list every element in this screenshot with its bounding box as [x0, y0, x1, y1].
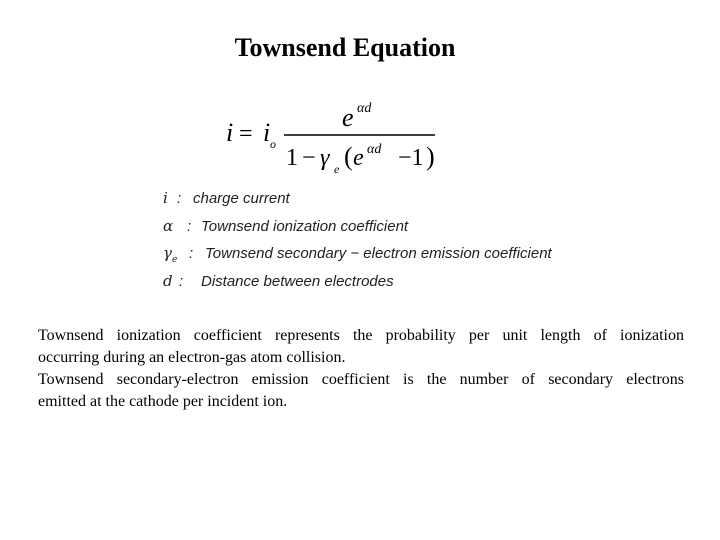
equation-gamma-sub: e [334, 162, 340, 176]
townsend-equation [224, 96, 464, 186]
definition-colon: : [187, 217, 192, 235]
equation-paren-open: ( [344, 142, 353, 171]
paragraph-line: Townsend secondary-electron emission coefficient is the number of secondary electrons [38, 371, 684, 388]
definition-row [163, 268, 633, 296]
slide-title: Townsend Equation [234, 33, 456, 62]
equation-inner-exp: αd [367, 142, 382, 157]
equation-inner-base: e [353, 145, 364, 171]
equation-lhs: i [226, 118, 234, 147]
definition-colon: : [189, 245, 194, 262]
equation-inner-minus: −1 [398, 145, 424, 171]
equation-denominator-one: 1 [286, 145, 298, 171]
definition-symbol-char: γ [163, 244, 172, 262]
definition-text: Townsend secondary − electron emission coefficient [205, 245, 552, 262]
symbol-definitions [163, 185, 633, 295]
paragraph-line: emitted at the cathode per incident ion. [38, 393, 288, 410]
definition-colon: : [177, 190, 182, 207]
equation-gamma: γ [320, 145, 330, 171]
definition-row [163, 213, 633, 241]
equation-minus: − [302, 145, 316, 171]
definition-row [163, 185, 633, 213]
definition-row [163, 240, 633, 268]
equation-prefactor-sub: o [270, 137, 276, 151]
definition-colon: : [179, 272, 184, 290]
definition-symbol [163, 213, 199, 241]
equation-equals: = [239, 121, 253, 147]
definition-text: charge current [193, 190, 290, 207]
definition-symbol-char: i [163, 189, 168, 207]
equation-numerator-exp: αd [357, 101, 372, 116]
paragraph-line: occurring during an electron-gas atom collision. [38, 349, 346, 366]
equation-paren-close: ) [426, 142, 435, 171]
paragraph-line: Townsend ionization coefficient represents the probability per unit length of ionization [38, 327, 684, 344]
definition-text: Distance between electrodes [201, 272, 394, 290]
definition-symbol-char: α [163, 216, 174, 235]
equation-numerator-base: e [342, 103, 354, 132]
explanation-paragraph [38, 325, 684, 413]
definition-symbol-sub: e [171, 255, 178, 265]
definition-text: Townsend ionization coefficient [201, 217, 409, 235]
definition-symbol-char: d [163, 271, 173, 290]
equation-prefactor: i [263, 118, 271, 147]
definition-symbol [163, 240, 199, 271]
